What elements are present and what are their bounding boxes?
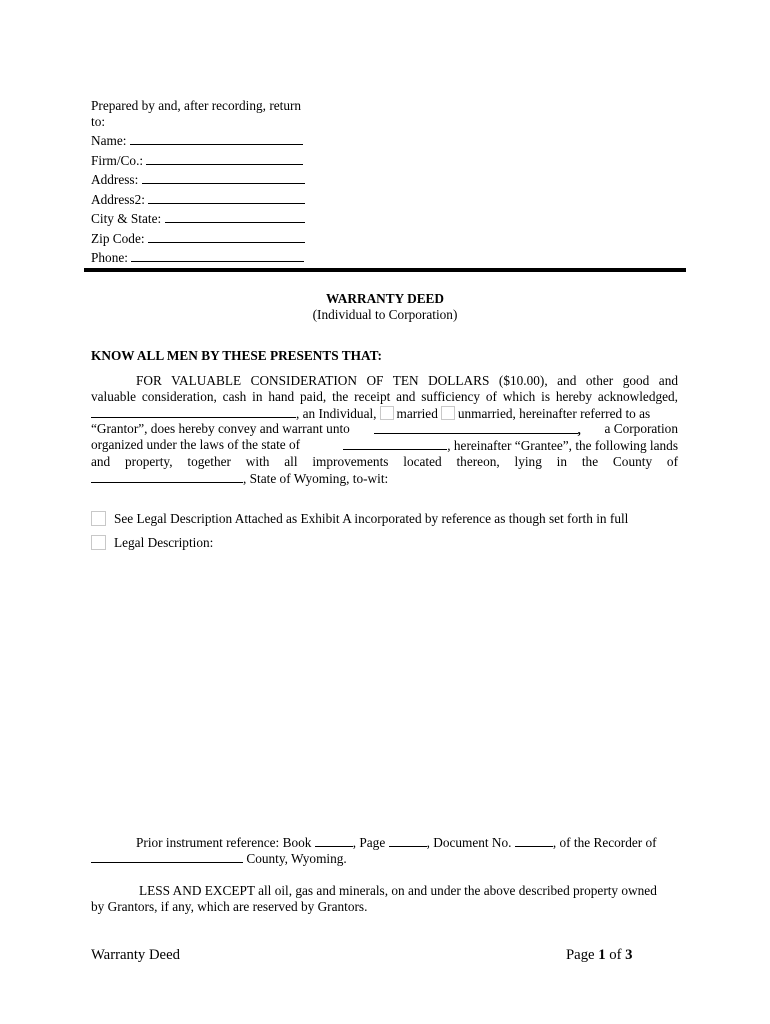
less-except-line-1: LESS AND EXCEPT all oil, gas and minerals, on and under the above described property owned [139, 883, 657, 898]
phone-line[interactable] [131, 250, 304, 262]
body-line-4: “Grantor”, does hereby convey and warrant unto , a Corporation [91, 421, 678, 437]
body-line-1: FOR VALUABLE CONSIDERATION OF TEN DOLLARS ($10.00), and other good and [136, 373, 678, 388]
return-block [91, 98, 311, 270]
body-line-6: and property, together with all improvements located thereon, lying in the County of [91, 454, 678, 469]
section-divider [84, 268, 686, 272]
return-heading-line2: to: [91, 114, 106, 129]
document-no-line[interactable] [515, 834, 553, 847]
address-line[interactable] [142, 172, 305, 184]
know-all-heading: KNOW ALL MEN BY THESE PRESENTS THAT: [91, 348, 382, 363]
body-line-7: , State of Wyoming, to-wit: [91, 470, 388, 487]
body-line-5: organized under the laws of the state of , hereinafter “Grantee”, the following lands [91, 437, 678, 453]
married-checkbox[interactable] [380, 406, 394, 420]
return-field-phone: Phone: [91, 250, 311, 270]
state-line[interactable] [343, 437, 447, 450]
less-except-line-2: by Grantors, if any, which are reserved by Grantors. [91, 899, 368, 914]
return-field-address: Address: [91, 172, 311, 192]
return-field-firm: Firm/Co.: [91, 153, 311, 173]
page-line[interactable] [389, 834, 427, 847]
grantee-name-line[interactable] [374, 421, 578, 434]
city-state-line[interactable] [165, 211, 305, 223]
page-number: Page 1 of 3 [566, 947, 633, 963]
firm-line[interactable] [146, 153, 303, 165]
footer-title: Warranty Deed [91, 947, 180, 963]
return-field-address2: Address2: [91, 192, 311, 212]
legal-description-label: Legal Description: [114, 535, 214, 550]
name-line[interactable] [130, 133, 303, 145]
grantor-name-line[interactable] [91, 405, 296, 418]
return-field-city-state: City & State: [91, 211, 311, 231]
zip-line[interactable] [148, 231, 305, 243]
unmarried-checkbox[interactable] [441, 406, 455, 420]
book-line[interactable] [315, 834, 353, 847]
county-line[interactable] [91, 470, 243, 483]
address2-line[interactable] [148, 192, 305, 204]
exhibit-checkbox[interactable] [91, 511, 106, 526]
document-title: WARRANTY DEED [325, 291, 445, 306]
prior-reference-line-1: Prior instrument reference: Book , Page , Document No. , of the Recorder of [136, 835, 657, 850]
return-heading-line1: Prepared by and, after recording, return [91, 98, 302, 113]
body-line-2: valuable consideration, cash in hand paid, the receipt and sufficiency of which is hereby acknowledged, [91, 389, 678, 404]
document-subtitle: (Individual to Corporation) [312, 307, 458, 322]
legal-description-checkbox[interactable] [91, 535, 106, 550]
prior-reference-line-2: County, Wyoming. [91, 850, 347, 867]
recorder-county-line[interactable] [91, 850, 243, 863]
exhibit-option-label: See Legal Description Attached as Exhibit A incorporated by reference as though set forth in full [114, 511, 629, 526]
return-field-name: Name: [91, 133, 311, 153]
body-line-3: , an Individual, married unmarried, hereinafter referred to as [91, 405, 650, 422]
return-field-zip: Zip Code: [91, 231, 311, 251]
